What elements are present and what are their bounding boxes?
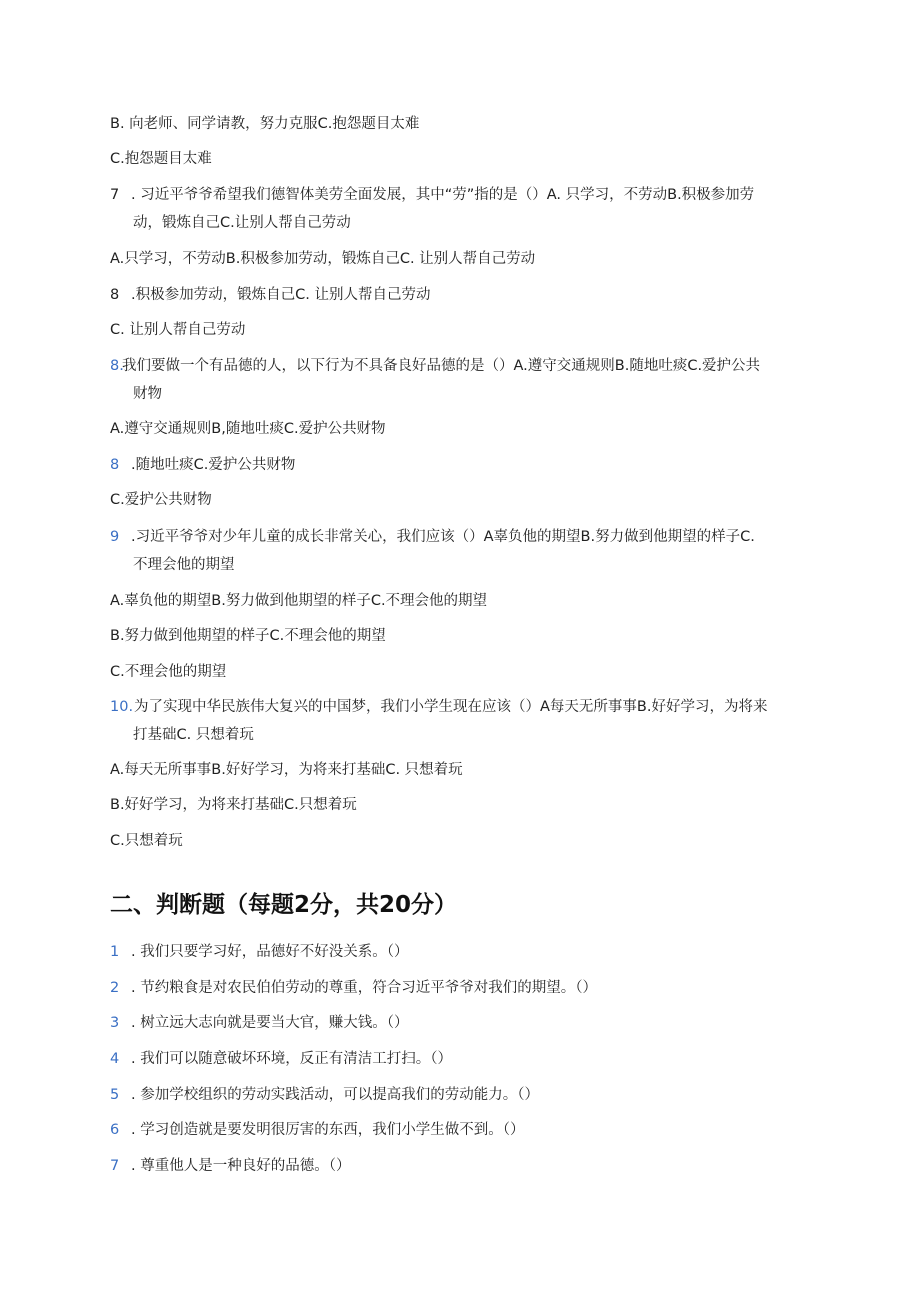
item-text: . 节约粮食是对农民伯伯劳动的尊重，符合习近平爷爷对我们的期望。（） <box>131 980 597 996</box>
item-number: 2 <box>110 980 120 996</box>
item-number: 3 <box>110 1015 120 1031</box>
question-number: 8. <box>110 358 124 374</box>
option-line: C.抱怨题目太难 <box>110 151 212 167</box>
question-number: 9 <box>110 529 120 545</box>
question-number: 8 <box>110 287 120 303</box>
option-line: C.不理会他的期望 <box>110 664 227 680</box>
question-text-continued: 不理会他的期望 <box>133 557 235 573</box>
question-text-continued: 打基础C. 只想着玩 <box>133 727 254 743</box>
question-text: .积极参加劳动，锻炼自己C. 让别人帮自己劳动 <box>131 287 431 303</box>
item-text: . 尊重他人是一种良好的品德。（） <box>131 1158 351 1174</box>
question-text-continued: 动，锻炼自己C.让别人帮自己劳动 <box>133 215 351 231</box>
option-line: C. 让别人帮自己劳动 <box>110 322 246 338</box>
item-text: . 我们只要学习好，品德好不好没关系。（） <box>131 944 409 960</box>
section-heading: 二、判断题（每题2分，共20分） <box>110 892 458 918</box>
item-number: 1 <box>110 944 120 960</box>
item-number: 5 <box>110 1087 120 1103</box>
option-line: A.每天无所事事B.好好学习，为将来打基础C. 只想着玩 <box>110 762 463 778</box>
item-text: . 树立远大志向就是要当大官，赚大钱。（） <box>131 1015 409 1031</box>
question-number: 7 <box>110 187 120 203</box>
option-line: A.辜负他的期望B.努力做到他期望的样子C.不理会他的期望 <box>110 593 488 609</box>
question-text: 为了实现中华民族伟大复兴的中国梦，我们小学生现在应该（）A每天无所事事B.好好学习，为将来 <box>134 699 768 715</box>
item-number: 7 <box>110 1158 120 1174</box>
option-line: A.只学习，不劳动B.积极参加劳动，锻炼自己C. 让别人帮自己劳动 <box>110 251 536 267</box>
question-text: .习近平爷爷对少年儿童的成长非常关心，我们应该（）A辜负他的期望B.努力做到他期望的样子C. <box>131 529 755 545</box>
option-line: B. 向老师、同学请教，努力克服C.抱怨题目太难 <box>110 116 420 132</box>
item-text: . 学习创造就是要发明很厉害的东西，我们小学生做不到。（） <box>131 1122 525 1138</box>
question-number: 10. <box>110 699 134 715</box>
item-text: . 参加学校组织的劳动实践活动，可以提高我们的劳动能力。（） <box>131 1087 539 1103</box>
question-text: .随地吐痰C.爱护公共财物 <box>131 457 296 473</box>
question-text: . 习近平爷爷希望我们德智体美劳全面发展，其中“劳”指的是（）A. 只学习，不劳动B.积极参加劳 <box>131 187 755 203</box>
option-line: C.爱护公共财物 <box>110 492 212 508</box>
option-line: A.遵守交通规则B,随地吐痰C.爱护公共财物 <box>110 421 386 437</box>
item-number: 6 <box>110 1122 120 1138</box>
option-line: B.好好学习，为将来打基础C.只想着玩 <box>110 797 357 813</box>
item-number: 4 <box>110 1051 120 1067</box>
item-text: . 我们可以随意破坏环境，反正有清洁工打扫。（） <box>131 1051 452 1067</box>
option-line: C.只想着玩 <box>110 833 183 849</box>
question-text-continued: 财物 <box>133 386 162 402</box>
question-number: 8 <box>110 457 120 473</box>
option-line: B.努力做到他期望的样子C.不理会他的期望 <box>110 628 386 644</box>
question-text: 我们要做一个有品德的人，以下行为不具备良好品德的是（）A.遵守交通规则B.随地吐痰C.爱护公共 <box>122 358 761 374</box>
